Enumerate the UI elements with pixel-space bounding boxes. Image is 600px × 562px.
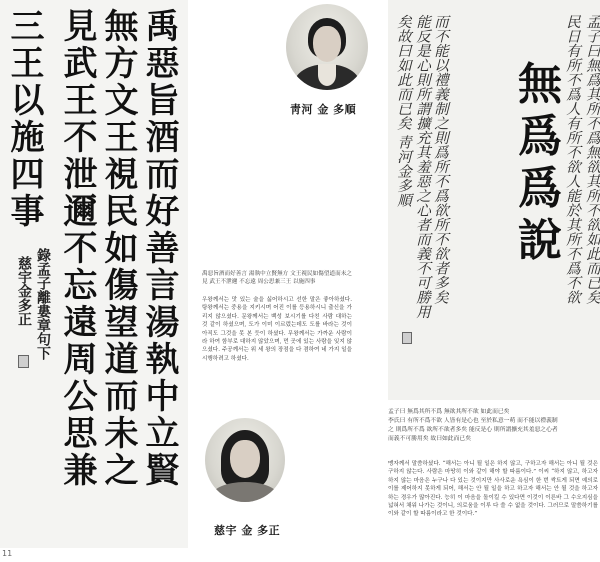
artist-seal-icon (402, 332, 412, 344)
calligraphy-column-3: 見武王不泄邇不忘遠周公思兼 (57, 8, 97, 489)
right-hanja-line-4: 而義不可勝用矣 故曰如此而已矣 (388, 436, 471, 442)
right-hanja-line-1: 孟子曰 無爲其所不爲 無欲其所不欲 如此而已矣 (388, 409, 510, 415)
title-char-1: 無 (518, 59, 562, 110)
cursive-column-1: 孟子曰無爲其所不爲無欲其所不欲如此而已矣 (584, 14, 600, 304)
portrait-top-photo (286, 4, 368, 90)
page-number: 11 (2, 549, 13, 558)
portrait-bottom-caption: 慈宇 金 多正 (214, 524, 281, 537)
right-calligraphy-panel (388, 0, 600, 400)
calligraphy-column-4: 三王以施四事 (4, 8, 44, 230)
title-char-2: 爲 (518, 111, 562, 162)
left-calligraphy-panel (0, 0, 188, 548)
cursive-column-4: 能反是心則所謂擴充其羞惡之心者而義不可勝用 (414, 14, 430, 319)
artist-seal-icon (18, 355, 29, 368)
title-char-3: 爲 (518, 163, 562, 214)
calligraphy-column-1: 禹惡旨酒而好善言湯執中立賢 (139, 8, 179, 489)
right-hanja-line-3: 之 則爲所不爲 欲所不欲者多矣 能反是心 則所謂擴充其羞惡之心者 (388, 427, 558, 433)
right-hanja-line-2: 李氏曰 有所不爲不欲 人皆有是心也 至於私意一萌 而不能以禮義制 (388, 418, 558, 424)
calligraphy-column-2: 無方文王視民如傷望道而未之 (98, 8, 138, 489)
cursive-column-5: 矣故曰如此而已矣 靑河金多順 (395, 14, 411, 208)
inscription-column-1: 錄孟子離婁章句下 (35, 248, 51, 360)
middle-korean-translation: 우왕께서는 맛 있는 술을 싫어하시고 선한 말은 좋아하셨다. 탕왕께서는 중용을 지키시며 어진 이를 등용하시니 출신을 가리지 않으셨다. 문왕께서는 백성 보시기를 다친 사람 대하는 것 같이 하셨으며, 도가 이미 이르렀는데도 도를 바라는 것이 아직도 그것을 못 본 듯이 하셨다. 무왕께서는 가까운 사람이라 하여 함부로 대하지 않았으며, 먼 곳에 있는 사람을 잊지 않으셨다. 주공께서는 위 세 왕의 장점을 다 겸하여 네 가지 일을 시행하려고 하셨다. (202, 297, 352, 362)
title-char-4: 說 (518, 215, 562, 266)
portrait-bottom-photo (205, 418, 285, 502)
middle-hanja-text: 禹惡旨酒而好善言 湯執中立賢無方 文王視民如傷望道而未之見 武王不泄邇 不忘遠 周公思兼三王 以施四事 (202, 271, 352, 286)
cursive-column-3: 而不能以禮義制之則爲所不爲欲所不欲者多矣 (432, 14, 448, 304)
portrait-top-caption: 靑河 金 多順 (290, 103, 357, 116)
right-korean-translation: 맹자께서 말씀하셨다. “해서는 아니 될 일은 하지 않고, 구하고자 해서는 아니 될 것은 구하지 않는다. 사람은 마땅히 이와 같이 해야 할 따름이다.” 이씨 “하지 않고, 하고자 하지 않는 마음은 누구나 다 있는 것이지만 사사로운 욕심이 한 번 싹트게 되면 예의로 이를 제어하지 못하게 되어, 해서는 안 될 일을 하고 하고자 해서는 안 될 것을 하고자 하는 경우가 많아진다. 능히 이 마음을 돌이킬 수 있다면 이것이 이른바 그 수오지심을 넓혀서 채워 나가는 것이니, 의로움을 이루 다 쓸 수 없을 것이다. 그러므로 말씀하기를 이와 같이 할 따름이라고 한 것이다.” (388, 461, 598, 518)
inscription-column-2: 慈宇金多正 (16, 256, 32, 326)
cursive-column-2: 民日有所不爲人有所不欲人能於其所不爲不欲 (564, 14, 580, 304)
